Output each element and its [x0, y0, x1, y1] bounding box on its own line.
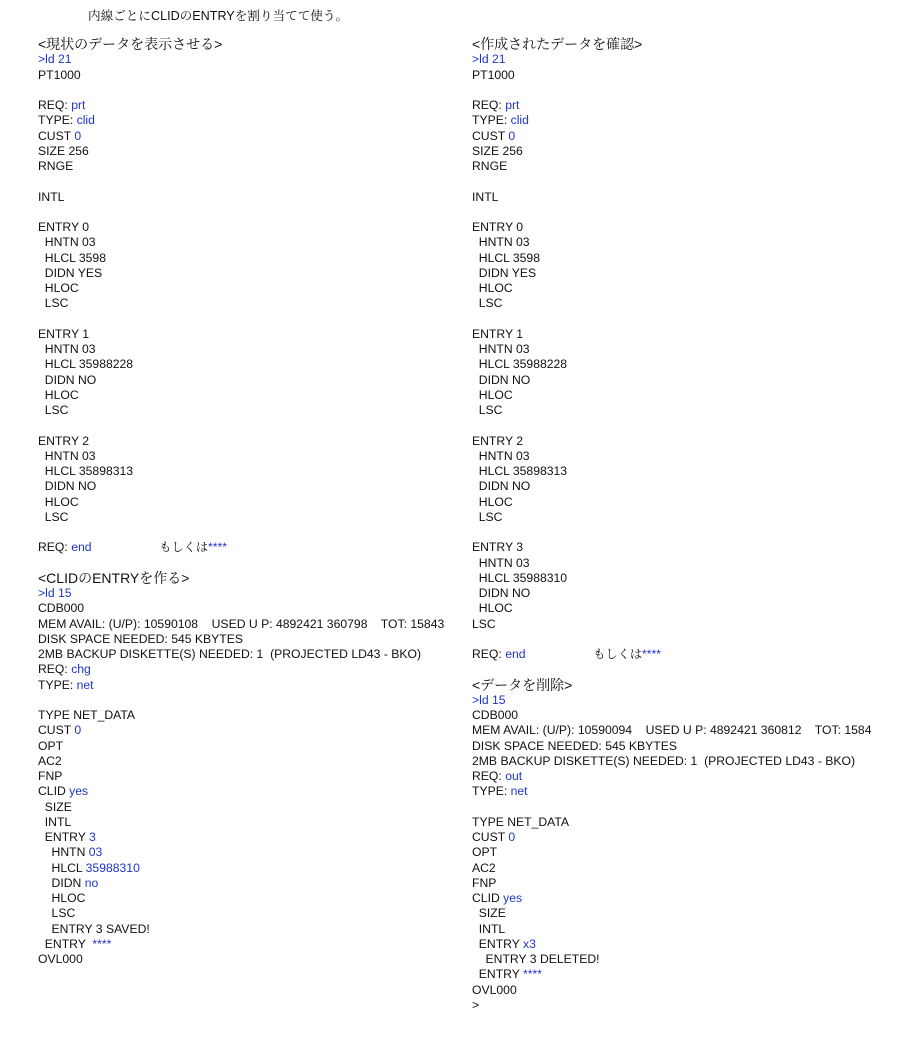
terminal-line [472, 68, 871, 83]
terminal-line [38, 357, 444, 372]
terminal-line [472, 754, 871, 769]
terminal-line [472, 159, 871, 174]
terminal-line [472, 357, 871, 372]
right-column [472, 37, 871, 1013]
terminal-line [38, 952, 444, 967]
output-text: INTL [472, 921, 506, 936]
terminal-line [38, 235, 444, 250]
output-text: REQ: [472, 98, 506, 112]
terminal-line [38, 418, 444, 433]
terminal-line [38, 479, 444, 494]
output-text: LSC [472, 509, 503, 524]
terminal-line [472, 174, 871, 189]
output-text: HNTN 03 [38, 342, 96, 356]
terminal-line [472, 967, 871, 982]
output-text: OPT [38, 738, 64, 753]
terminal-line [38, 190, 444, 205]
terminal-line [38, 693, 444, 708]
output-text: DIDN NO [472, 372, 531, 387]
terminal-line [472, 388, 871, 403]
output-text: HLCL [38, 860, 86, 875]
terminal-line [38, 403, 444, 418]
user-input-text: prt [505, 98, 520, 112]
terminal-line [38, 83, 444, 98]
user-input-text: yes [503, 891, 523, 905]
output-text: > [472, 997, 480, 1012]
terminal-line [38, 937, 444, 952]
output-text: HLCL 35988228 [472, 357, 568, 372]
terminal-line [472, 83, 871, 98]
output-text: FNP [38, 769, 63, 783]
terminal-line [472, 144, 871, 159]
terminal-line [38, 373, 444, 388]
output-text: SIZE 256 [472, 143, 523, 158]
terminal-line [38, 647, 444, 662]
output-text: AC2 [472, 860, 496, 875]
output-text: <CLIDのENTRYを作る> [38, 569, 190, 586]
user-input-text: **** [208, 540, 227, 555]
output-text: FNP [472, 875, 497, 890]
terminal-line [38, 830, 444, 845]
terminal-line [38, 312, 444, 327]
terminal-line [472, 312, 871, 327]
output-text: CDB000 [38, 601, 85, 616]
terminal-line [472, 113, 871, 128]
output-text: ENTRY [472, 967, 524, 982]
output-text: DISK SPACE NEEDED: 545 KBYTES [38, 631, 244, 646]
output-text: DIDN NO [472, 586, 531, 600]
terminal-line [472, 342, 871, 357]
output-text: ENTRY 3 SAVED! [38, 921, 150, 936]
output-text: HLCL 35898313 [472, 464, 568, 478]
user-input-text: prt [71, 98, 86, 112]
terminal-line [472, 830, 871, 845]
terminal-line [472, 845, 871, 860]
output-text: REQ: [38, 662, 72, 677]
user-input-text: >ld 15 [472, 692, 506, 707]
user-input-text: out [505, 769, 523, 783]
terminal-line [472, 952, 871, 967]
terminal-line [472, 251, 871, 266]
output-text: LSC [472, 616, 496, 631]
terminal-line [472, 693, 871, 708]
output-text: HLCL 3598 [38, 250, 106, 265]
output-text: TYPE: [472, 784, 511, 799]
terminal-line [472, 449, 871, 464]
terminal-line [38, 342, 444, 357]
output-text: OVL000 [38, 952, 83, 966]
terminal-line [38, 174, 444, 189]
user-input-text: 35988310 [85, 860, 140, 875]
terminal-line [38, 449, 444, 464]
output-text: LSC [38, 403, 69, 417]
output-text: INTL [38, 189, 65, 204]
terminal-line [472, 52, 871, 67]
terminal-line [472, 708, 871, 723]
terminal-line [38, 98, 444, 113]
user-input-text: clid [510, 113, 529, 128]
output-text: CLID [38, 784, 70, 799]
terminal-line [472, 418, 871, 433]
user-input-text: 3 [89, 830, 96, 844]
terminal-line [38, 388, 444, 403]
terminal-line [38, 800, 444, 815]
terminal-line [38, 784, 444, 799]
terminal-line [38, 220, 444, 235]
output-text: HLOC [472, 494, 513, 509]
terminal-line [472, 998, 871, 1013]
terminal-line [472, 403, 871, 418]
terminal-line [38, 525, 444, 540]
output-text: HNTN 03 [472, 555, 530, 570]
terminal-line [38, 815, 444, 830]
output-text: CDB000 [472, 708, 519, 722]
terminal-line [472, 922, 871, 937]
terminal-line [472, 647, 871, 662]
output-text: REQ: [472, 769, 506, 783]
terminal-line [38, 464, 444, 479]
output-text: TYPE: [38, 113, 77, 128]
output-text: もしくは [525, 647, 643, 661]
terminal-line [472, 937, 871, 952]
output-text: 2MB BACKUP DISKETTE(S) NEEDED: 1 (PROJECTED LD43 - BKO) [472, 753, 856, 768]
output-text: LSC [38, 906, 76, 921]
output-text: CUST [472, 830, 509, 844]
output-text: DIDN NO [38, 372, 97, 387]
user-input-text: **** [642, 647, 661, 661]
output-text: ENTRY 1 [472, 326, 524, 341]
user-input-text: net [510, 784, 528, 799]
terminal-line [38, 52, 444, 67]
output-text: REQ: [472, 647, 506, 661]
user-input-text: net [76, 677, 94, 692]
terminal-line [38, 708, 444, 723]
terminal-line [472, 98, 871, 113]
terminal-line [38, 434, 444, 449]
output-text: ENTRY [472, 936, 524, 951]
terminal-line [38, 556, 444, 571]
terminal-line [38, 571, 444, 586]
terminal-line [472, 525, 871, 540]
terminal-line [38, 601, 444, 616]
terminal-line [38, 617, 444, 632]
output-text: SIZE [38, 799, 72, 814]
user-input-text: end [71, 540, 92, 555]
output-text: HLOC [38, 494, 79, 509]
user-input-text: >ld 15 [38, 586, 72, 600]
terminal-line [472, 571, 871, 586]
terminal-line [38, 281, 444, 296]
output-text: DISK SPACE NEEDED: 545 KBYTES [472, 738, 678, 753]
terminal-line [472, 235, 871, 250]
output-text: 2MB BACKUP DISKETTE(S) NEEDED: 1 (PROJECTED LD43 - BKO) [38, 647, 422, 661]
terminal-line [472, 129, 871, 144]
output-text: LSC [472, 296, 503, 311]
terminal-line [472, 327, 871, 342]
output-text: CUST [38, 723, 75, 738]
output-text: HLOC [472, 387, 513, 402]
output-text: HLOC [38, 891, 86, 905]
terminal-line [472, 739, 871, 754]
output-text: DIDN YES [472, 265, 537, 280]
output-text: HLOC [472, 601, 513, 616]
terminal-line [472, 678, 871, 693]
terminal-line [38, 754, 444, 769]
output-text: TYPE: [472, 113, 511, 128]
document-title: 内線ごとにCLIDのENTRYを割り当てて使う。 [88, 9, 349, 23]
terminal-line [38, 251, 444, 266]
output-text: LSC [38, 296, 69, 311]
terminal-line [38, 845, 444, 860]
output-text: LSC [38, 509, 69, 524]
terminal-line [472, 586, 871, 601]
terminal-line [472, 266, 871, 281]
output-text: PT1000 [38, 67, 81, 82]
terminal-line [38, 68, 444, 83]
terminal-line [38, 891, 444, 906]
terminal-line [38, 144, 444, 159]
terminal-line [472, 373, 871, 388]
output-text: RNGE [472, 159, 508, 173]
user-input-text: yes [69, 784, 89, 799]
user-input-text: x3 [523, 936, 536, 951]
left-column [38, 37, 444, 967]
terminal-line [472, 205, 871, 220]
terminal-line [38, 159, 444, 174]
output-text: HLCL 35898313 [38, 464, 134, 478]
output-text: REQ: [38, 98, 72, 112]
output-text: OVL000 [472, 982, 517, 997]
terminal-line [38, 678, 444, 693]
terminal-line [472, 983, 871, 998]
output-text: HLCL 35988228 [38, 357, 134, 372]
output-text: AC2 [38, 753, 62, 768]
output-text: SIZE [472, 906, 506, 921]
output-text: HLCL 35988310 [472, 570, 568, 585]
terminal-line [38, 113, 444, 128]
output-text: <データを削除> [472, 676, 573, 693]
user-input-text: 0 [508, 830, 516, 844]
terminal-line [38, 327, 444, 342]
terminal-line [472, 296, 871, 311]
terminal-line [38, 632, 444, 647]
output-text: HLOC [472, 281, 513, 295]
output-text: OPT [472, 845, 498, 860]
terminal-line [472, 784, 871, 799]
terminal-line [38, 876, 444, 891]
output-text: HLCL 3598 [472, 250, 540, 265]
output-text: ENTRY 0 [38, 220, 90, 234]
output-text: ENTRY 2 [38, 433, 90, 448]
terminal-line [38, 296, 444, 311]
terminal-line [472, 906, 871, 921]
terminal-line [472, 479, 871, 494]
output-text: ENTRY 2 [472, 433, 524, 448]
output-text: HNTN 03 [472, 342, 530, 356]
output-text: INTL [472, 189, 499, 204]
terminal-line [472, 556, 871, 571]
user-input-text: >ld 21 [38, 52, 72, 67]
terminal-line [38, 861, 444, 876]
output-text: RNGE [38, 159, 74, 173]
output-text: LSC [472, 403, 503, 417]
terminal-line [472, 434, 871, 449]
output-text: DIDN YES [38, 265, 103, 280]
output-text: ENTRY [38, 830, 90, 844]
user-input-text: chg [71, 662, 91, 677]
user-input-text: 0 [74, 128, 82, 143]
output-text: INTL [38, 814, 72, 829]
output-text: ENTRY [38, 936, 93, 951]
output-text: TYPE NET_DATA [38, 708, 136, 722]
terminal-line [472, 662, 871, 677]
terminal-line [472, 495, 871, 510]
terminal-line [472, 464, 871, 479]
terminal-line [472, 861, 871, 876]
terminal-line [472, 540, 871, 555]
output-text: <作成されたデータを確認> [472, 36, 643, 52]
output-text: REQ: [38, 540, 72, 555]
output-text: HNTN 03 [472, 448, 530, 463]
terminal-line [472, 510, 871, 525]
user-input-text: end [505, 647, 526, 661]
user-input-text: 0 [508, 128, 516, 143]
user-input-text: clid [76, 113, 95, 128]
terminal-line [38, 739, 444, 754]
output-text: PT1000 [472, 67, 515, 82]
output-text: MEM AVAIL: (U/P): 10590094 USED U P: 4892421 360812 TOT: 1584 [472, 723, 872, 738]
terminal-line [472, 815, 871, 830]
terminal-line [38, 723, 444, 738]
terminal-line [38, 906, 444, 921]
user-input-text: 0 [74, 723, 82, 738]
terminal-line [472, 632, 871, 647]
output-text: HNTN 03 [38, 235, 96, 250]
terminal-line [38, 586, 444, 601]
terminal-line [472, 891, 871, 906]
output-text: MEM AVAIL: (U/P): 10590108 USED U P: 4892421 360798 TOT: 15843 [38, 616, 445, 631]
output-text: CUST [38, 128, 75, 143]
terminal-line [472, 281, 871, 296]
user-input-text: >ld 21 [472, 52, 506, 67]
terminal-line [472, 37, 871, 52]
terminal-line [38, 922, 444, 937]
terminal-line [38, 205, 444, 220]
terminal-line [38, 266, 444, 281]
output-text: もしくは [91, 540, 209, 555]
output-text: HLOC [38, 281, 79, 295]
output-text: DIDN NO [38, 479, 97, 494]
terminal-line [472, 220, 871, 235]
terminal-line [472, 800, 871, 815]
terminal-line [472, 617, 871, 632]
output-text: SIZE 256 [38, 143, 89, 158]
output-text: HLOC [38, 387, 79, 402]
terminal-line [38, 495, 444, 510]
terminal-line [38, 769, 444, 784]
output-text: ENTRY 1 [38, 326, 90, 341]
output-text: CUST [472, 128, 509, 143]
terminal-line [38, 129, 444, 144]
output-text: ENTRY 3 [472, 540, 524, 555]
terminal-line [38, 510, 444, 525]
terminal-line [38, 540, 444, 555]
terminal-line [472, 601, 871, 616]
terminal-line [38, 662, 444, 677]
terminal-line [472, 190, 871, 205]
output-text: HNTN [38, 845, 89, 860]
output-text: ENTRY 3 DELETED! [472, 952, 600, 966]
user-input-text: no [84, 875, 99, 890]
output-text: DIDN [38, 875, 85, 890]
output-text: HNTN 03 [472, 235, 530, 250]
user-input-text: **** [523, 967, 543, 982]
terminal-line [472, 876, 871, 891]
output-text: DIDN NO [472, 479, 531, 494]
output-text: CLID [472, 891, 504, 905]
terminal-line [472, 769, 871, 784]
output-text: TYPE: [38, 677, 77, 692]
output-text: <現状のデータを表示させる> [38, 36, 223, 52]
user-input-text: 03 [88, 845, 103, 860]
terminal-line [38, 37, 444, 52]
terminal-line [472, 723, 871, 738]
output-text: ENTRY 0 [472, 220, 524, 234]
output-text: TYPE NET_DATA [472, 814, 570, 829]
user-input-text: **** [92, 936, 112, 951]
output-text: HNTN 03 [38, 448, 96, 463]
